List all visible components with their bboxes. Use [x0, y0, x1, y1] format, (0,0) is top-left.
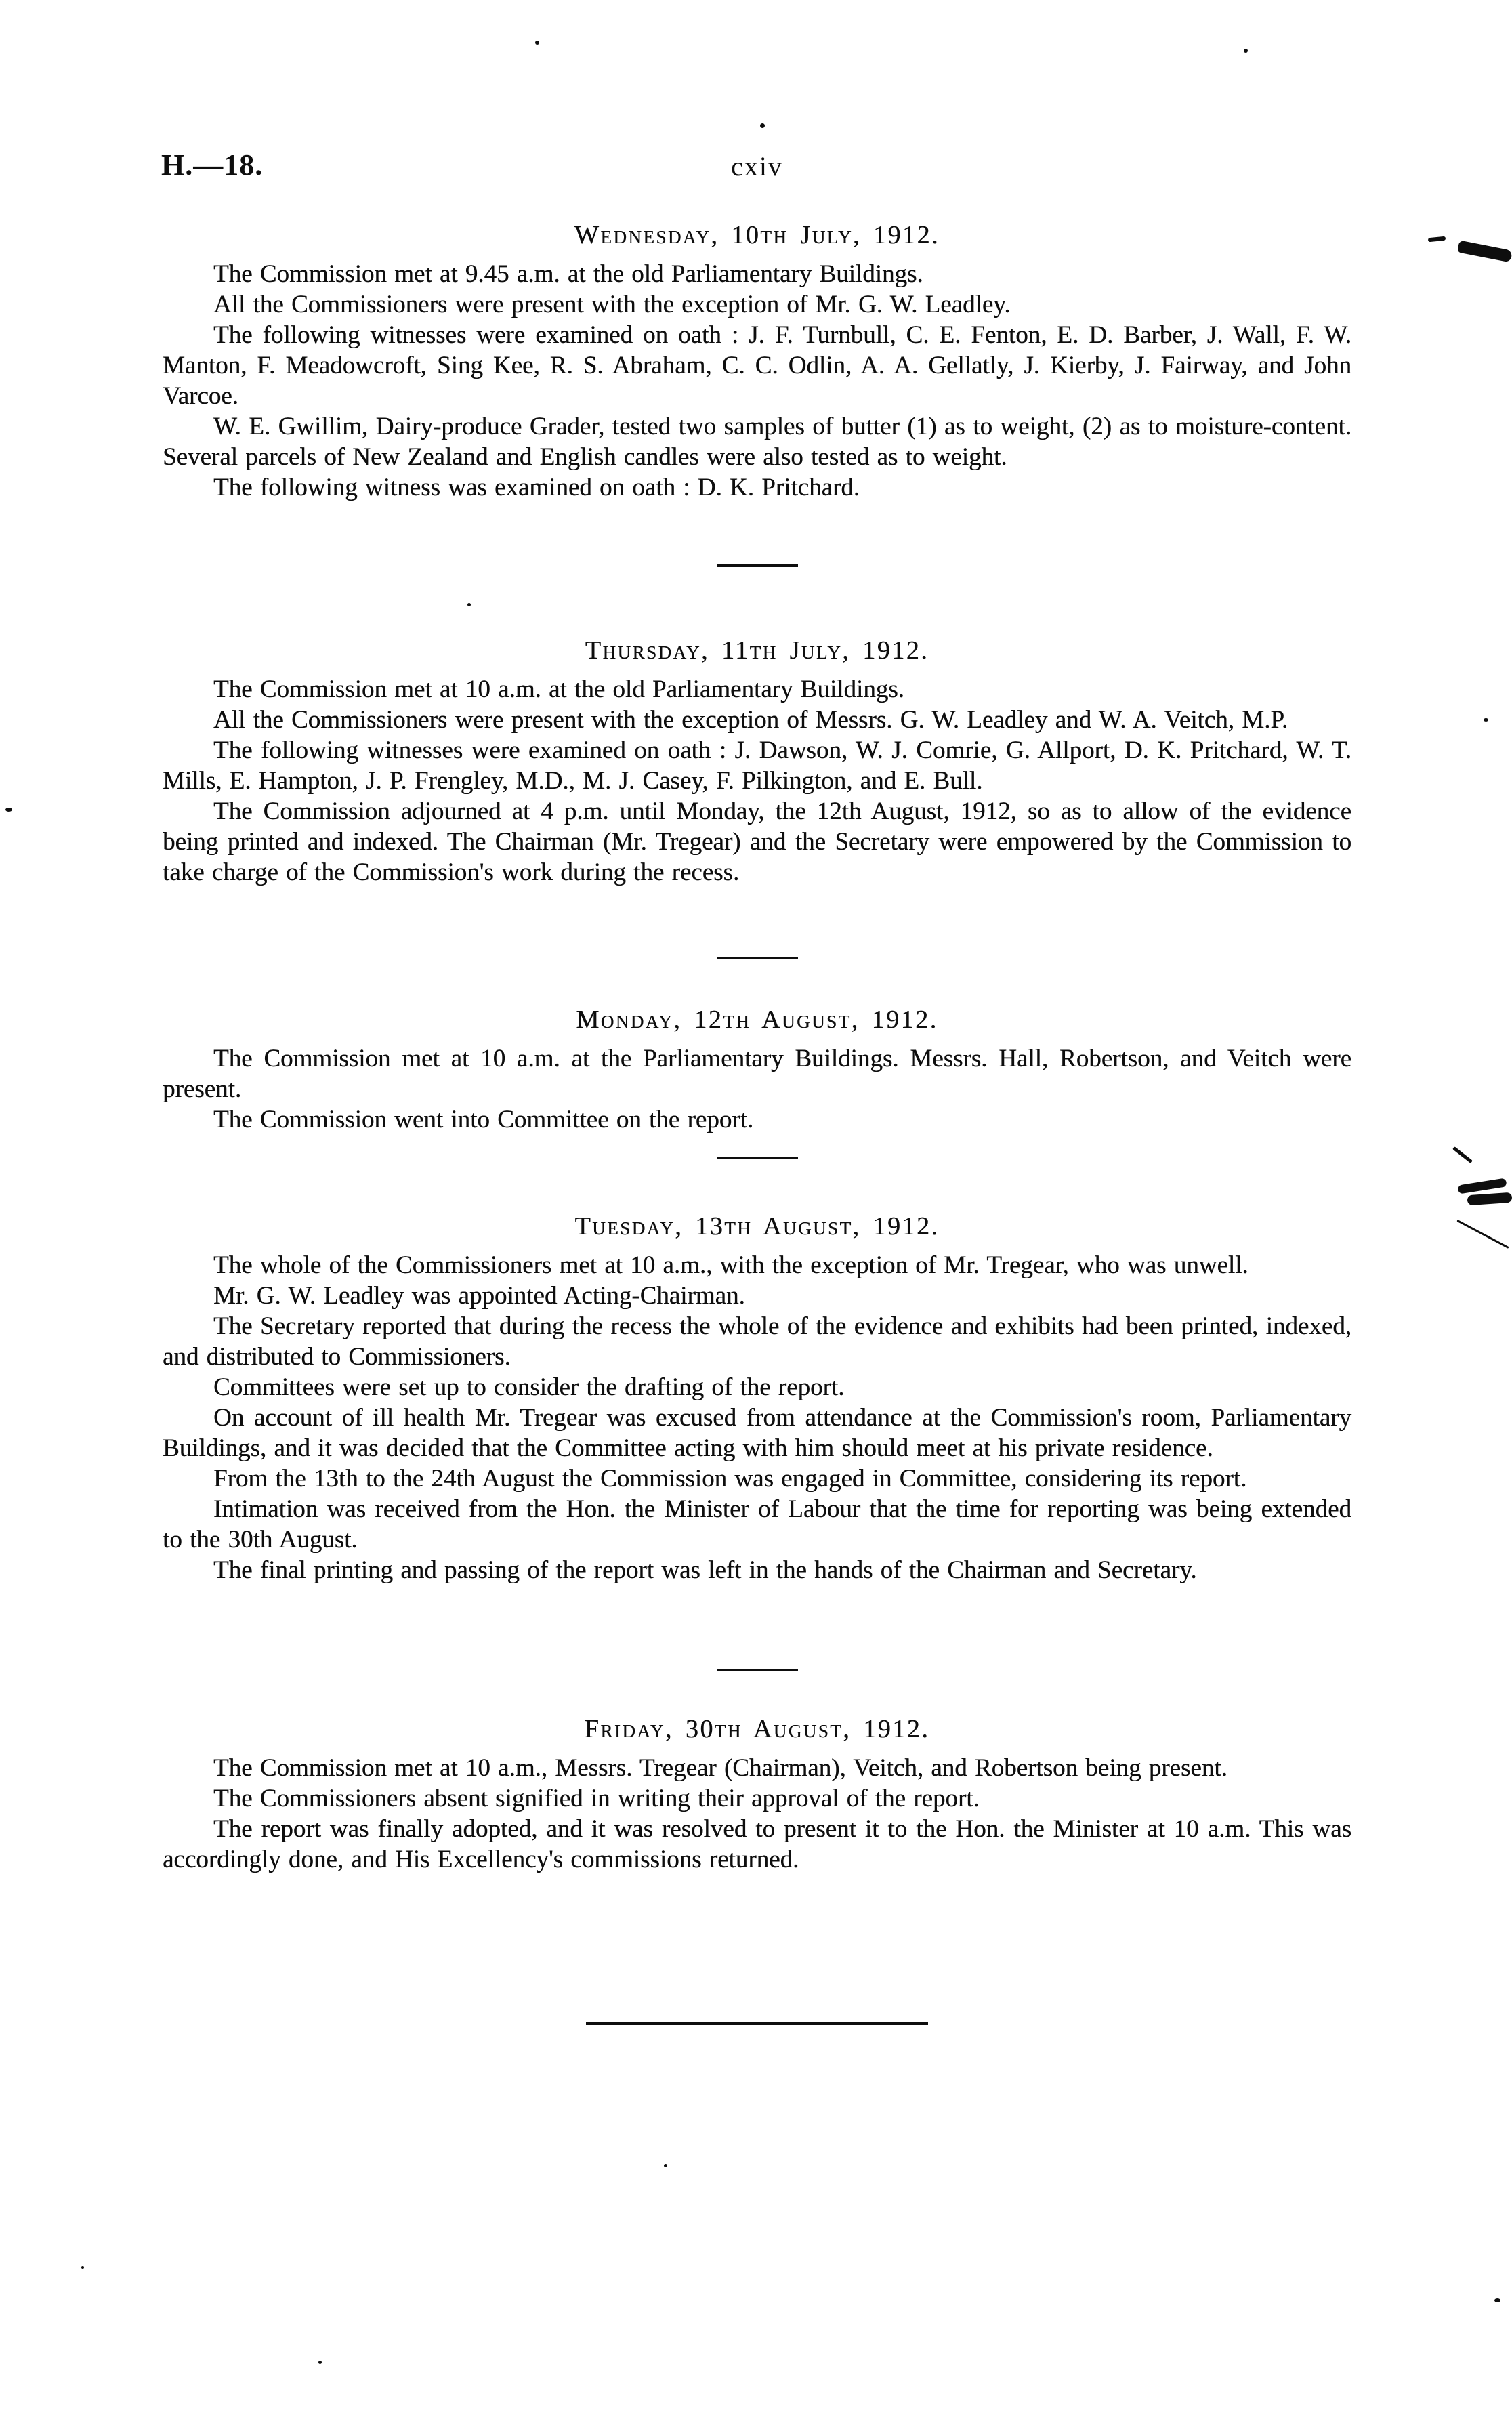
paragraph: The whole of the Commissioners met at 10 a.m., with the exception of Mr. Tregear, who was unwell. [213, 1251, 1248, 1279]
paragraph: The Commission adjourned at 4 p.m. until Monday, the 12th August, 1912, so as to allow of the evidence being printed and indexed. The Chairman (Mr. Tregear) and the Secretary were empowered by the Commission to take charge of the Commission's work during the recess. [163, 797, 1351, 886]
paragraph: The final printing and passing of the report was left in the hands of the Chairman and Secretary. [213, 1556, 1197, 1584]
scan-speck [5, 808, 12, 812]
entry-date-heading: Tuesday, 13th August, 1912. [574, 1212, 940, 1241]
minutes-entry-friday-30-august [163, 1714, 1351, 1875]
paragraph: Committees were set up to consider the drafting of the report. [213, 1373, 845, 1401]
scan-speck [467, 603, 471, 606]
scan-speck [81, 2266, 84, 2269]
paragraph: From the 13th to the 24th August the Commission was engaged in Committee, considering its report. [213, 1465, 1247, 1493]
paragraph: On account of ill health Mr. Tregear was excused from attendance at the Commission's room, Parliamentary Buildings, and it was decided that the Committee acting with him should meet at his private residence. [163, 1404, 1351, 1462]
ink-smudge-right-margin [1428, 236, 1446, 243]
minutes-entry-monday-12-august [163, 1005, 1351, 1135]
minutes-entry-thursday-11-july [163, 636, 1351, 888]
paragraph: The Commission met at 10 a.m. at the old Parliamentary Buildings. [213, 675, 904, 703]
page-header [0, 148, 1512, 188]
paragraph: The Commission went into Committee on the report. [213, 1106, 754, 1134]
paragraph: Mr. G. W. Leadley was appointed Acting-Chairman. [213, 1282, 745, 1310]
paragraph: The Commission met at 10 a.m., Messrs. Tregear (Chairman), Veitch, and Robertson being present. [213, 1754, 1227, 1782]
scan-speck [760, 123, 765, 128]
entry-date-heading: Wednesday, 10th July, 1912. [574, 221, 940, 249]
document-reference: H.—18. [161, 148, 264, 182]
pen-scribble-right-margin [1457, 1178, 1507, 1194]
scan-speck [535, 41, 539, 45]
paragraph: The Secretary reported that during the recess the whole of the evidence and exhibits had been printed, indexed, and distributed to Commissioners. [163, 1312, 1351, 1371]
scan-speck [1484, 718, 1488, 722]
paragraph: W. E. Gwillim, Dairy-produce Grader, tested two samples of butter (1) as to weight, (2) as to moisture-content. Several parcels of New Zealand and English candles were also tested as to weight. [163, 413, 1351, 471]
paragraph: All the Commissioners were present with the exception of Messrs. G. W. Leadley and W. A. Veitch, M.P. [213, 706, 1288, 734]
paragraph: The Commission met at 10 a.m. at the Parliamentary Buildings. Messrs. Hall, Robertson, and Veitch were present. [163, 1045, 1351, 1103]
paragraph: The Commission met at 9.45 a.m. at the old Parliamentary Buildings. [213, 260, 923, 288]
scan-speck [1494, 2298, 1500, 2302]
paragraph: The Commissioners absent signified in writing their approval of the report. [213, 1785, 980, 1812]
pen-scribble-right-margin [1452, 1146, 1473, 1163]
ink-smudge-right-margin [1457, 241, 1512, 263]
minutes-entry-tuesday-13-august [163, 1211, 1351, 1585]
entry-date-heading: Monday, 12th August, 1912. [576, 1005, 938, 1034]
page-number: cxiv [731, 151, 783, 182]
paragraph: Intimation was received from the Hon. the Minister of Labour that the time for reporting was being extended to the 30th August. [163, 1495, 1351, 1554]
paragraph: The report was finally adopted, and it was resolved to present it to the Hon. the Minister at 10 a.m. This was accordingly done, and His Excellency's commissions returned. [163, 1815, 1351, 1873]
scan-speck [1244, 49, 1248, 53]
entry-date-heading: Thursday, 11th July, 1912. [585, 636, 929, 665]
minutes-entry-wednesday-10-july [163, 220, 1351, 503]
paragraph: The following witnesses were examined on oath : J. F. Turnbull, C. E. Fenton, E. D. Barber, J. Wall, F. W. Manton, F. Meadowcroft, Sing Kee, R. S. Abraham, C. C. Odlin, A. A. Gellatly, J. Kierby, J. Fairway, and John Varcoe. [163, 321, 1351, 410]
paragraph: All the Commissioners were present with the exception of Mr. G. W. Leadley. [213, 291, 1011, 318]
paragraph: The following witness was examined on oath : D. K. Pritchard. [213, 474, 860, 501]
pen-stroke-right-margin [1456, 1220, 1509, 1249]
scan-speck [318, 2361, 322, 2364]
paragraph: The following witnesses were examined on oath : J. Dawson, W. J. Comrie, G. Allport, D. K. Pritchard, W. T. Mills, E. Hampton, J. P. Frengley, M.D., M. J. Casey, F. Pilkington, and E. Bull. [163, 736, 1351, 795]
scan-speck [664, 2164, 667, 2167]
entry-date-heading: Friday, 30th August, 1912. [584, 1715, 930, 1743]
pen-scribble-right-margin [1467, 1192, 1512, 1206]
